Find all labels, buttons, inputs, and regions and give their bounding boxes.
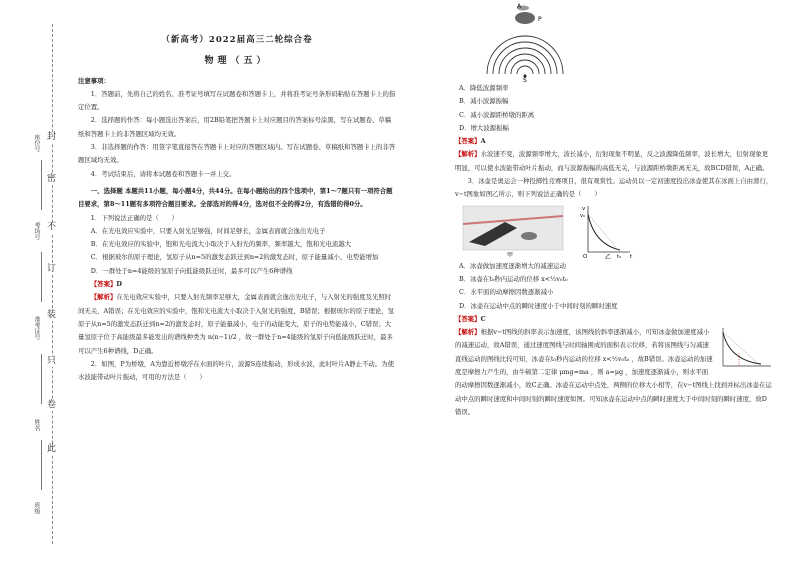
answer-value: A [480, 137, 486, 146]
field-blank [41, 160, 42, 210]
q2-answer [455, 135, 773, 148]
notice-item: 4．考试结束后，请将本试题卷和答题卡一并上交。 [90, 169, 236, 178]
field-class: 班级 [33, 502, 40, 514]
bridge-wave-figure [455, 0, 773, 82]
seal-glyph: 订 [47, 264, 57, 274]
analysis-text: 水波速不变，波源频率增大，波长减小，衍射现象不明显，反之波源降低频率，波长增大，衍射现象更明显，可以使水波能带动叶片振动，而与波源振幅的高低无关，与波源距桥墩距离无关，故BCD错误，A正确。 [455, 150, 769, 172]
seal-glyph: 不 [47, 222, 57, 232]
fig-label-s: S [523, 77, 527, 82]
q1-stem: 1．下列说法正确的是（ ） [90, 213, 178, 222]
q2-analysis [455, 148, 773, 175]
field-seat-number: 座位号 [33, 134, 40, 152]
analysis-text: 根据v−t图线的斜率表示加速度，该图线的斜率逐渐减小，可知冰壶做加速度减小的减速运动，故A错误，通过速度图线与时间轴围成的面积表示位移，若将该图线与匀减速直线运动的图线比较可知，冰壶在t₀秒内运动的位移 x<½v₀t₀ ，故B错误。冰壶运动的加速度是摩擦力产生的，由牛顿第二定律 μmg=ma ，则 a=μg ，加速度逐渐减小，则水平面的动摩擦因数逐渐减小，故C正确。冰壶在运动中点处，两侧的位移大小相等，在v−t图线上找到并标出冰壶在运动中点的瞬时速度和中间时刻的瞬时速度如图。可知冰壶在运动中点的瞬时速度大于中间时刻的瞬时速度，故D错误。 [455, 328, 772, 416]
label-t0: t₀ [617, 253, 621, 260]
axis-v: v [582, 205, 586, 212]
field-blank [41, 354, 42, 404]
origin: O [583, 253, 588, 260]
q2-option: A．降低波源频率 [459, 84, 509, 92]
seal-glyph: 密 [47, 174, 57, 184]
answer-value: D [116, 280, 122, 289]
seal-line [52, 24, 53, 544]
seal-glyph: 只 [47, 356, 57, 366]
q1-analysis [78, 291, 396, 357]
field-blank [41, 252, 42, 302]
field-admission-number: 准考证号 [33, 316, 40, 340]
answer-label: 【答案】 [455, 137, 481, 146]
notice-item: 2．选择题的作答：每小题选出答案后，用2B铅笔把答题卡上对应题目的答案标号涂黑，写在试题卷、草稿纸和答题卡上的非答题区域均无效。 [78, 116, 392, 138]
q3-option: C．水平面的动摩擦因数逐渐减小 [459, 288, 554, 297]
answer-label: 【答案】 [90, 280, 117, 289]
exam-title: （新高考）2022届高三二轮综合卷 [161, 35, 313, 45]
q1-option: B．在光电效应的实验中，饱和光电流大小取决于入射光的频率，频率越大，饱和光电流越大 [90, 240, 352, 249]
q3-analysis-block [455, 326, 773, 419]
left-column [78, 0, 396, 384]
answer-label: 【答案】 [455, 314, 481, 323]
q3-option: A．冰壶做加速度逐渐增大的减速运动 [459, 261, 566, 270]
seal-glyph: 卷 [47, 400, 57, 410]
q3-option: B．冰壶在t₀秒内运动的位移 x<½v₀t₀ [459, 274, 568, 283]
axis-t: t [630, 253, 633, 260]
exam-subtitle: 物理（五） [204, 56, 270, 67]
answer-value: C [480, 314, 486, 323]
fig-label-p: P [538, 16, 542, 23]
q3-stem: 3．冰壶是奥运会一种投掷性竞赛项目，很有观赏性。运动员以一定初速度投出冰壶使其在冰面上自由滑行，v−t图象如图乙所示，则下列说法正确的是（ ） [455, 177, 773, 199]
field-exam-room: 考场号 [33, 222, 40, 240]
q2-option: C．减小波源距桥墩的距离 [459, 110, 535, 119]
q1-option: C．根据玻尔的原子理论，氢原子从n=5的激发态跃迁到n=2的激发态时，原子能量减小，电势能增加 [90, 253, 379, 262]
analysis-text: 在光电效应实验中，只要入射光频率足够大，金属表面就会逸出光电子，与入射光的强度及光照时间无关，A错误；在光电效应的实验中，饱和光电流大小取决于入射光的强度，B错误；根据玻尔的原子理论，氢原子从n=5的激发态跃迁到n=2的激发态时，原子能量减小，电子的动能变大，原子的电势能减小，C错误；大量氢原子位于高能级最多能发出的谱线种类为 n(n−1)/2 ，故一群处于n=4能级的氢原子向低能级跃迁时，最多可以产生6种谱线，D正确。 [78, 293, 395, 355]
analysis-label: 【解析】 [90, 293, 117, 302]
analysis-label: 【解析】 [455, 328, 481, 337]
right-column [455, 0, 773, 419]
q2-stem: 2．如图，P为桥墩，A为靠近桥墩浮在水面的叶片，波源S连续振动，形成水波，此时叶片A静止不动。为使水波能带动叶片振动，可用的方法是（ ） [78, 359, 394, 382]
q1-option: D．一群处于n=4能级的氢原子向低能级跃迁时，最多可以产生6种谱线 [90, 266, 293, 275]
q3-answer [455, 313, 773, 326]
seal-glyph: 此 [47, 444, 57, 454]
q1-option: A．在光电效应实验中，只要入射光足够强，时间足够长，金属表面就会逸出光电子 [90, 226, 326, 235]
analysis-vt-graph [717, 326, 773, 372]
q2-option: B．减小波源振幅 [459, 97, 509, 106]
q3-option: D．冰壶在运动中点的瞬时速度小于中间时刻的瞬时速度 [459, 301, 618, 310]
curling-figures [455, 202, 773, 260]
analysis-label: 【解析】 [455, 150, 481, 159]
vt-graph [580, 206, 633, 260]
seal-glyph: 装 [47, 310, 57, 320]
section-heading: 一、选择题 本题共11小题，每小题4分，共44分。在每小题给出的四个选项中，第1～7题只有一项符合题目要求，第8～11题有多项符合题目要求。全部选对的得4分，选对但不全的得2分，有选错的得0分。 [78, 186, 393, 209]
fig-label-a: A [517, 3, 522, 10]
field-blank [41, 440, 42, 490]
fig-label-yi: 乙 [605, 253, 612, 260]
q2-option: D．增大波源振幅 [459, 123, 509, 132]
notice-item: 1．答题前，先将自己的姓名、准考证号填写在试题卷和答题卡上，并将准考证号条形码粘贴在答题卡上的指定位置。 [78, 89, 396, 112]
fig-label-jia: 甲 [507, 251, 514, 259]
seal-glyph: 封 [47, 132, 57, 142]
binding-margin [4, 24, 68, 544]
label-v0: v₀ [580, 212, 585, 219]
notice-item: 3．非选择题的作答：用签字笔直接答在答题卡上对应的答题区域内。写在试题卷、草稿纸和答题卡上的非答题区域均无效。 [78, 143, 396, 165]
field-name: 姓名 [33, 419, 40, 431]
q1-answer [78, 278, 396, 291]
notice-heading: 注意事项： [78, 76, 110, 85]
